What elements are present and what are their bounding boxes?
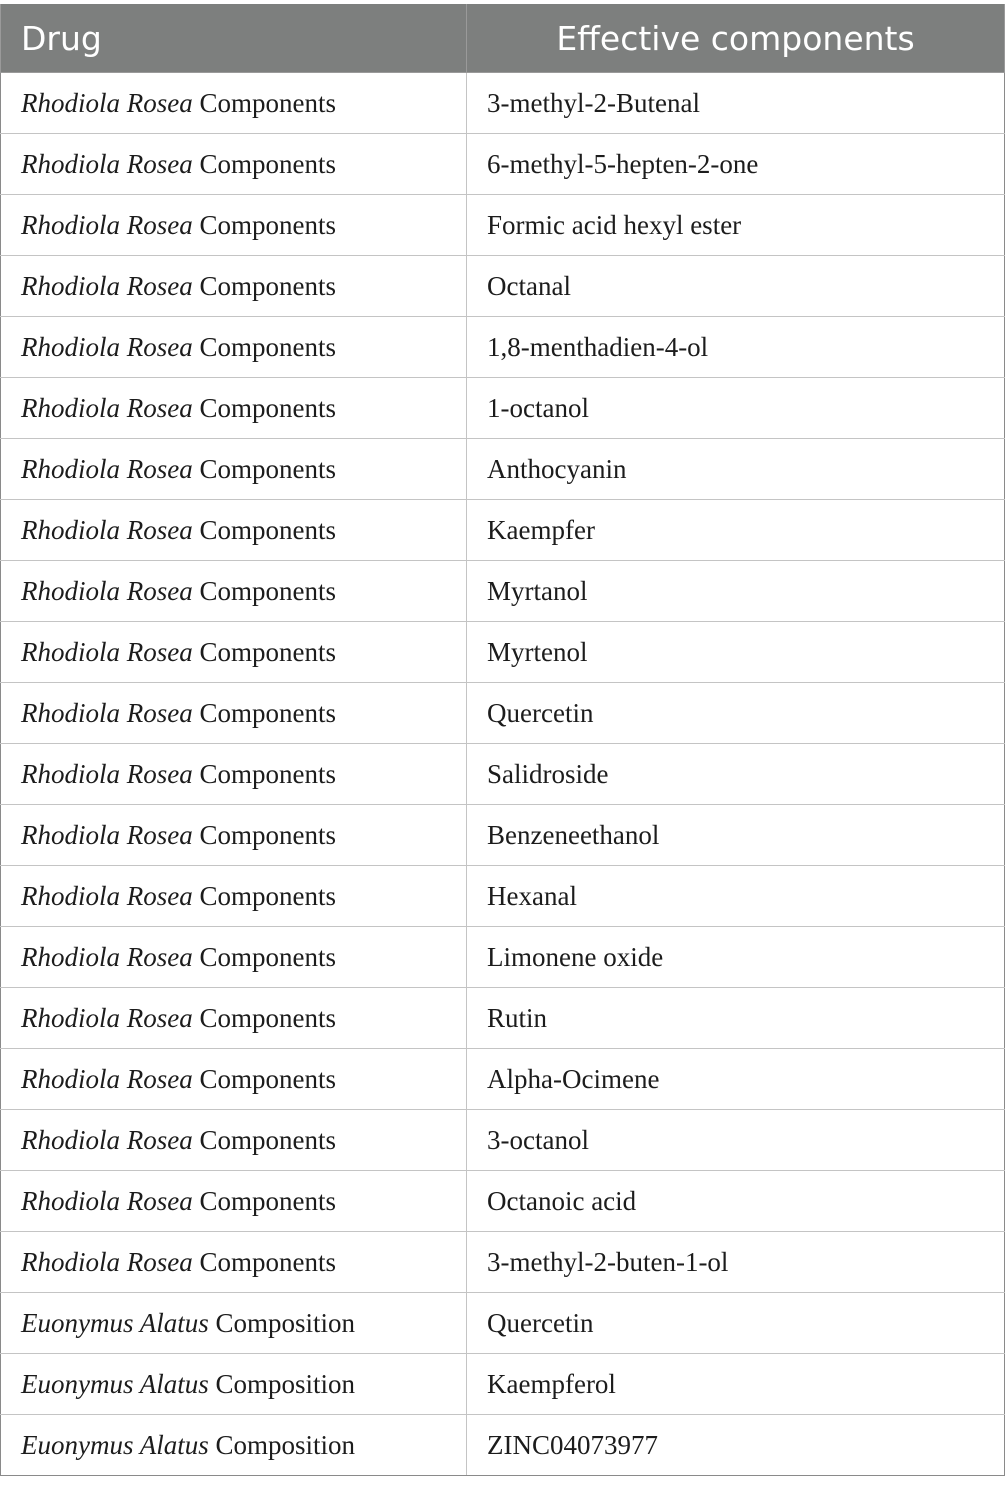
drug-cell — [1, 317, 467, 378]
table-row — [1, 1232, 1005, 1293]
drug-cell — [1, 195, 467, 256]
drug-genus-name: Rhodiola Rosea — [21, 453, 193, 484]
drug-genus-name: Euonymus Alatus — [21, 1307, 209, 1338]
effective-component-cell: 6-methyl-5-hepten-2-one — [467, 134, 1005, 195]
effective-component-cell: 3-methyl-2-buten-1-ol — [467, 1232, 1005, 1293]
table-body — [1, 73, 1005, 1476]
drug-cell — [1, 439, 467, 500]
effective-component-cell: Formic acid hexyl ester — [467, 195, 1005, 256]
table-row — [1, 744, 1005, 805]
drug-type-label: Components — [192, 1124, 336, 1155]
drug-genus-name: Rhodiola Rosea — [21, 1185, 193, 1216]
effective-component-cell: 3-methyl-2-Butenal — [467, 73, 1005, 134]
table-row — [1, 622, 1005, 683]
drug-type-label: Components — [192, 819, 336, 850]
effective-component-cell: Kaempfer — [467, 500, 1005, 561]
drug-genus-name: Euonymus Alatus — [21, 1429, 209, 1460]
effective-component-cell: Hexanal — [467, 866, 1005, 927]
drug-cell — [1, 744, 467, 805]
drug-type-label: Components — [192, 1063, 336, 1094]
drug-genus-name: Rhodiola Rosea — [21, 1002, 193, 1033]
table-row — [1, 927, 1005, 988]
drug-genus-name: Rhodiola Rosea — [21, 1124, 193, 1155]
drug-cell — [1, 134, 467, 195]
effective-component-cell: 1-octanol — [467, 378, 1005, 439]
drug-genus-name: Rhodiola Rosea — [21, 148, 193, 179]
drug-cell — [1, 866, 467, 927]
drug-cell — [1, 927, 467, 988]
table-row — [1, 805, 1005, 866]
drug-cell — [1, 500, 467, 561]
effective-component-cell: Octanal — [467, 256, 1005, 317]
drug-genus-name: Rhodiola Rosea — [21, 575, 193, 606]
column-header-drug: Drug — [1, 4, 467, 73]
drug-type-label: Components — [192, 636, 336, 667]
drug-genus-name: Rhodiola Rosea — [21, 941, 193, 972]
drug-type-label: Components — [192, 270, 336, 301]
drug-genus-name: Rhodiola Rosea — [21, 270, 193, 301]
table-row — [1, 1354, 1005, 1415]
drug-components-table — [0, 4, 1005, 1476]
table-row — [1, 195, 1005, 256]
table-row — [1, 439, 1005, 500]
effective-component-cell: Quercetin — [467, 683, 1005, 744]
table-row — [1, 1293, 1005, 1354]
drug-type-label: Composition — [208, 1307, 356, 1338]
drug-type-label: Components — [192, 331, 336, 362]
drug-genus-name: Rhodiola Rosea — [21, 880, 193, 911]
drug-cell — [1, 1415, 467, 1476]
table-row — [1, 256, 1005, 317]
drug-cell — [1, 561, 467, 622]
drug-cell — [1, 256, 467, 317]
drug-genus-name: Rhodiola Rosea — [21, 636, 193, 667]
effective-component-cell: Limonene oxide — [467, 927, 1005, 988]
drug-type-label: Components — [192, 514, 336, 545]
effective-component-cell: Myrtanol — [467, 561, 1005, 622]
drug-cell — [1, 1354, 467, 1415]
table-row — [1, 73, 1005, 134]
drug-type-label: Composition — [208, 1368, 356, 1399]
table-row — [1, 317, 1005, 378]
drug-type-label: Components — [192, 392, 336, 423]
drug-cell — [1, 1049, 467, 1110]
drug-genus-name: Rhodiola Rosea — [21, 392, 193, 423]
drug-genus-name: Rhodiola Rosea — [21, 331, 193, 362]
effective-component-cell: Alpha-Ocimene — [467, 1049, 1005, 1110]
effective-component-cell: Anthocyanin — [467, 439, 1005, 500]
drug-type-label: Components — [192, 1185, 336, 1216]
table-row — [1, 561, 1005, 622]
table-row — [1, 988, 1005, 1049]
table-row — [1, 1110, 1005, 1171]
drug-cell — [1, 1232, 467, 1293]
drug-type-label: Composition — [208, 1429, 356, 1460]
drug-cell — [1, 805, 467, 866]
drug-genus-name: Rhodiola Rosea — [21, 87, 193, 118]
drug-genus-name: Rhodiola Rosea — [21, 514, 193, 545]
drug-type-label: Components — [192, 148, 336, 179]
drug-genus-name: Rhodiola Rosea — [21, 209, 193, 240]
drug-cell — [1, 622, 467, 683]
effective-component-cell: Benzeneethanol — [467, 805, 1005, 866]
table-row — [1, 1049, 1005, 1110]
effective-component-cell: Octanoic acid — [467, 1171, 1005, 1232]
drug-type-label: Components — [192, 575, 336, 606]
drug-cell — [1, 73, 467, 134]
drug-type-label: Components — [192, 1002, 336, 1033]
drug-type-label: Components — [192, 941, 336, 972]
column-header-effective-components: Effective components — [467, 4, 1005, 73]
drug-type-label: Components — [192, 1246, 336, 1277]
drug-components-table-container — [0, 4, 1004, 1476]
drug-genus-name: Rhodiola Rosea — [21, 697, 193, 728]
drug-cell — [1, 1293, 467, 1354]
drug-cell — [1, 988, 467, 1049]
table-header-row — [1, 4, 1005, 73]
table-row — [1, 500, 1005, 561]
effective-component-cell: ZINC04073977 — [467, 1415, 1005, 1476]
drug-type-label: Components — [192, 209, 336, 240]
drug-type-label: Components — [192, 758, 336, 789]
drug-cell — [1, 378, 467, 439]
drug-genus-name: Rhodiola Rosea — [21, 1063, 193, 1094]
effective-component-cell: Kaempferol — [467, 1354, 1005, 1415]
drug-type-label: Components — [192, 453, 336, 484]
table-row — [1, 134, 1005, 195]
drug-genus-name: Rhodiola Rosea — [21, 1246, 193, 1277]
drug-genus-name: Rhodiola Rosea — [21, 819, 193, 850]
table-row — [1, 378, 1005, 439]
effective-component-cell: Rutin — [467, 988, 1005, 1049]
table-row — [1, 1415, 1005, 1476]
drug-type-label: Components — [192, 87, 336, 118]
drug-cell — [1, 1110, 467, 1171]
effective-component-cell: Salidroside — [467, 744, 1005, 805]
effective-component-cell: Myrtenol — [467, 622, 1005, 683]
drug-type-label: Components — [192, 880, 336, 911]
drug-type-label: Components — [192, 697, 336, 728]
table-row — [1, 1171, 1005, 1232]
drug-genus-name: Euonymus Alatus — [21, 1368, 209, 1399]
drug-genus-name: Rhodiola Rosea — [21, 758, 193, 789]
table-row — [1, 683, 1005, 744]
drug-cell — [1, 1171, 467, 1232]
table-row — [1, 866, 1005, 927]
effective-component-cell: 1,8-menthadien-4-ol — [467, 317, 1005, 378]
drug-cell — [1, 683, 467, 744]
effective-component-cell: 3-octanol — [467, 1110, 1005, 1171]
effective-component-cell: Quercetin — [467, 1293, 1005, 1354]
